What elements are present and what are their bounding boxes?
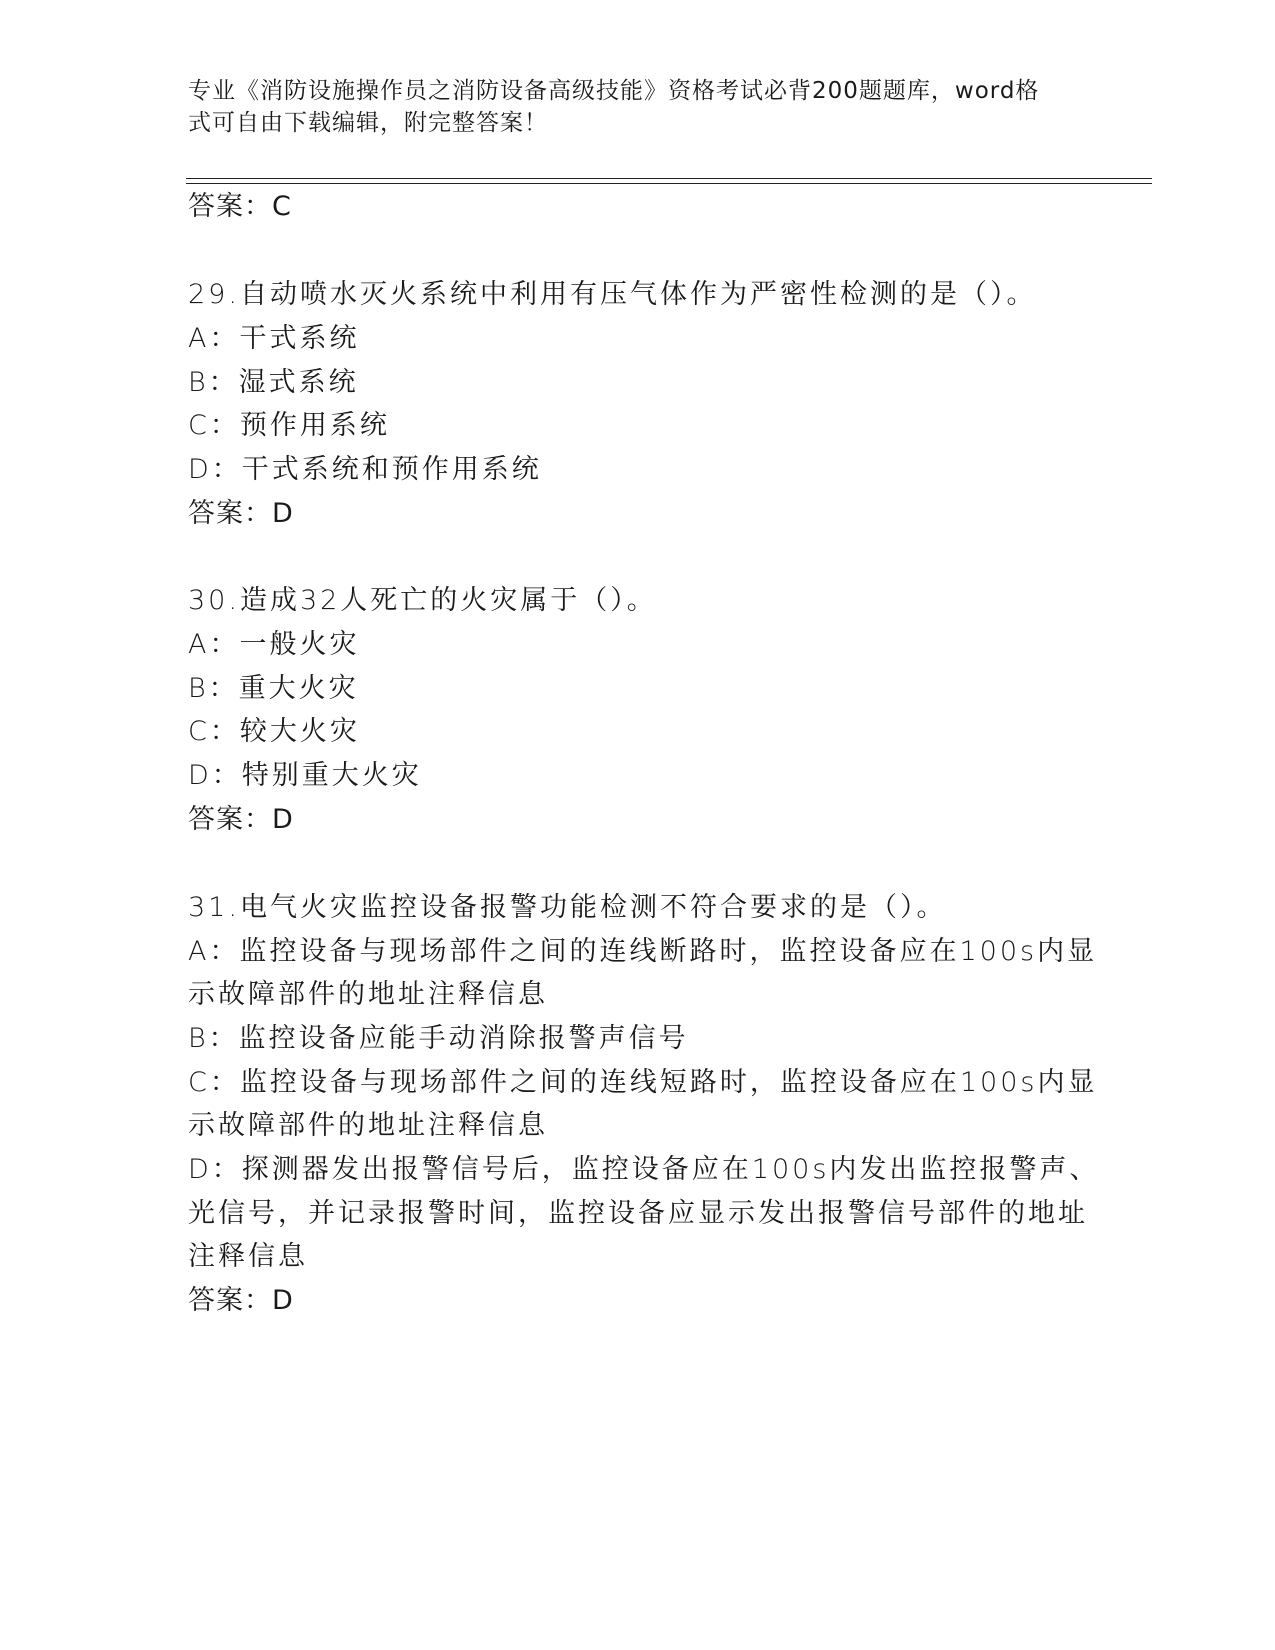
question-30-option-d: D：特别重大火灾 (188, 760, 422, 791)
question-31-stem: 31.电气火灾监控设备报警功能检测不符合要求的是（）。 (188, 892, 947, 923)
answer-previous: 答案：C (188, 191, 292, 222)
question-31-option-b: B：监控设备应能手动消除报警声信号 (188, 1023, 689, 1054)
question-29-answer: 答案：D (188, 498, 294, 529)
question-31-option-d-cont-1: 光信号，并记录报警时间，监控设备应显示发出报警信号部件的地址 (188, 1198, 1088, 1229)
question-31-option-a-cont: 示故障部件的地址注释信息 (188, 979, 548, 1010)
question-31-option-d: D：探测器发出报警信号后，监控设备应在100s内发出监控报警声、 (188, 1154, 1100, 1185)
question-31-option-a: A：监控设备与现场部件之间的连线断路时，监控设备应在100s内显 (188, 936, 1098, 967)
header-divider-bottom (186, 183, 1152, 184)
question-31-option-d-cont-2: 注释信息 (188, 1241, 308, 1272)
question-31-option-c-cont: 示故障部件的地址注释信息 (188, 1110, 548, 1141)
question-29-option-a: A：干式系统 (188, 323, 360, 354)
question-30-option-c: C：较大火灾 (188, 716, 360, 747)
document-header (188, 75, 1068, 139)
question-30-stem: 30.造成32人死亡的火灾属于（）。 (188, 585, 657, 616)
header-divider-top (186, 178, 1152, 179)
question-29-option-c: C：预作用系统 (188, 410, 390, 441)
question-31-option-c: C：监控设备与现场部件之间的连线短路时，监控设备应在100s内显 (188, 1067, 1098, 1098)
question-29-option-b: B：湿式系统 (188, 367, 359, 398)
question-30-option-b: B：重大火灾 (188, 673, 359, 704)
question-30-answer: 答案：D (188, 804, 294, 835)
question-29-option-d: D：干式系统和预作用系统 (188, 454, 542, 485)
header-line-2: 式可自由下载编辑，附完整答案！ (188, 110, 548, 136)
question-29-stem: 29.自动喷水灭火系统中利用有压气体作为严密性检测的是（）。 (188, 279, 1037, 310)
question-30-option-a: A：一般火灾 (188, 629, 360, 660)
header-line-1: 专业《消防设施操作员之消防设备高级技能》资格考试必背200题题库，word格 (188, 78, 1040, 104)
question-31-answer: 答案：D (188, 1285, 294, 1316)
